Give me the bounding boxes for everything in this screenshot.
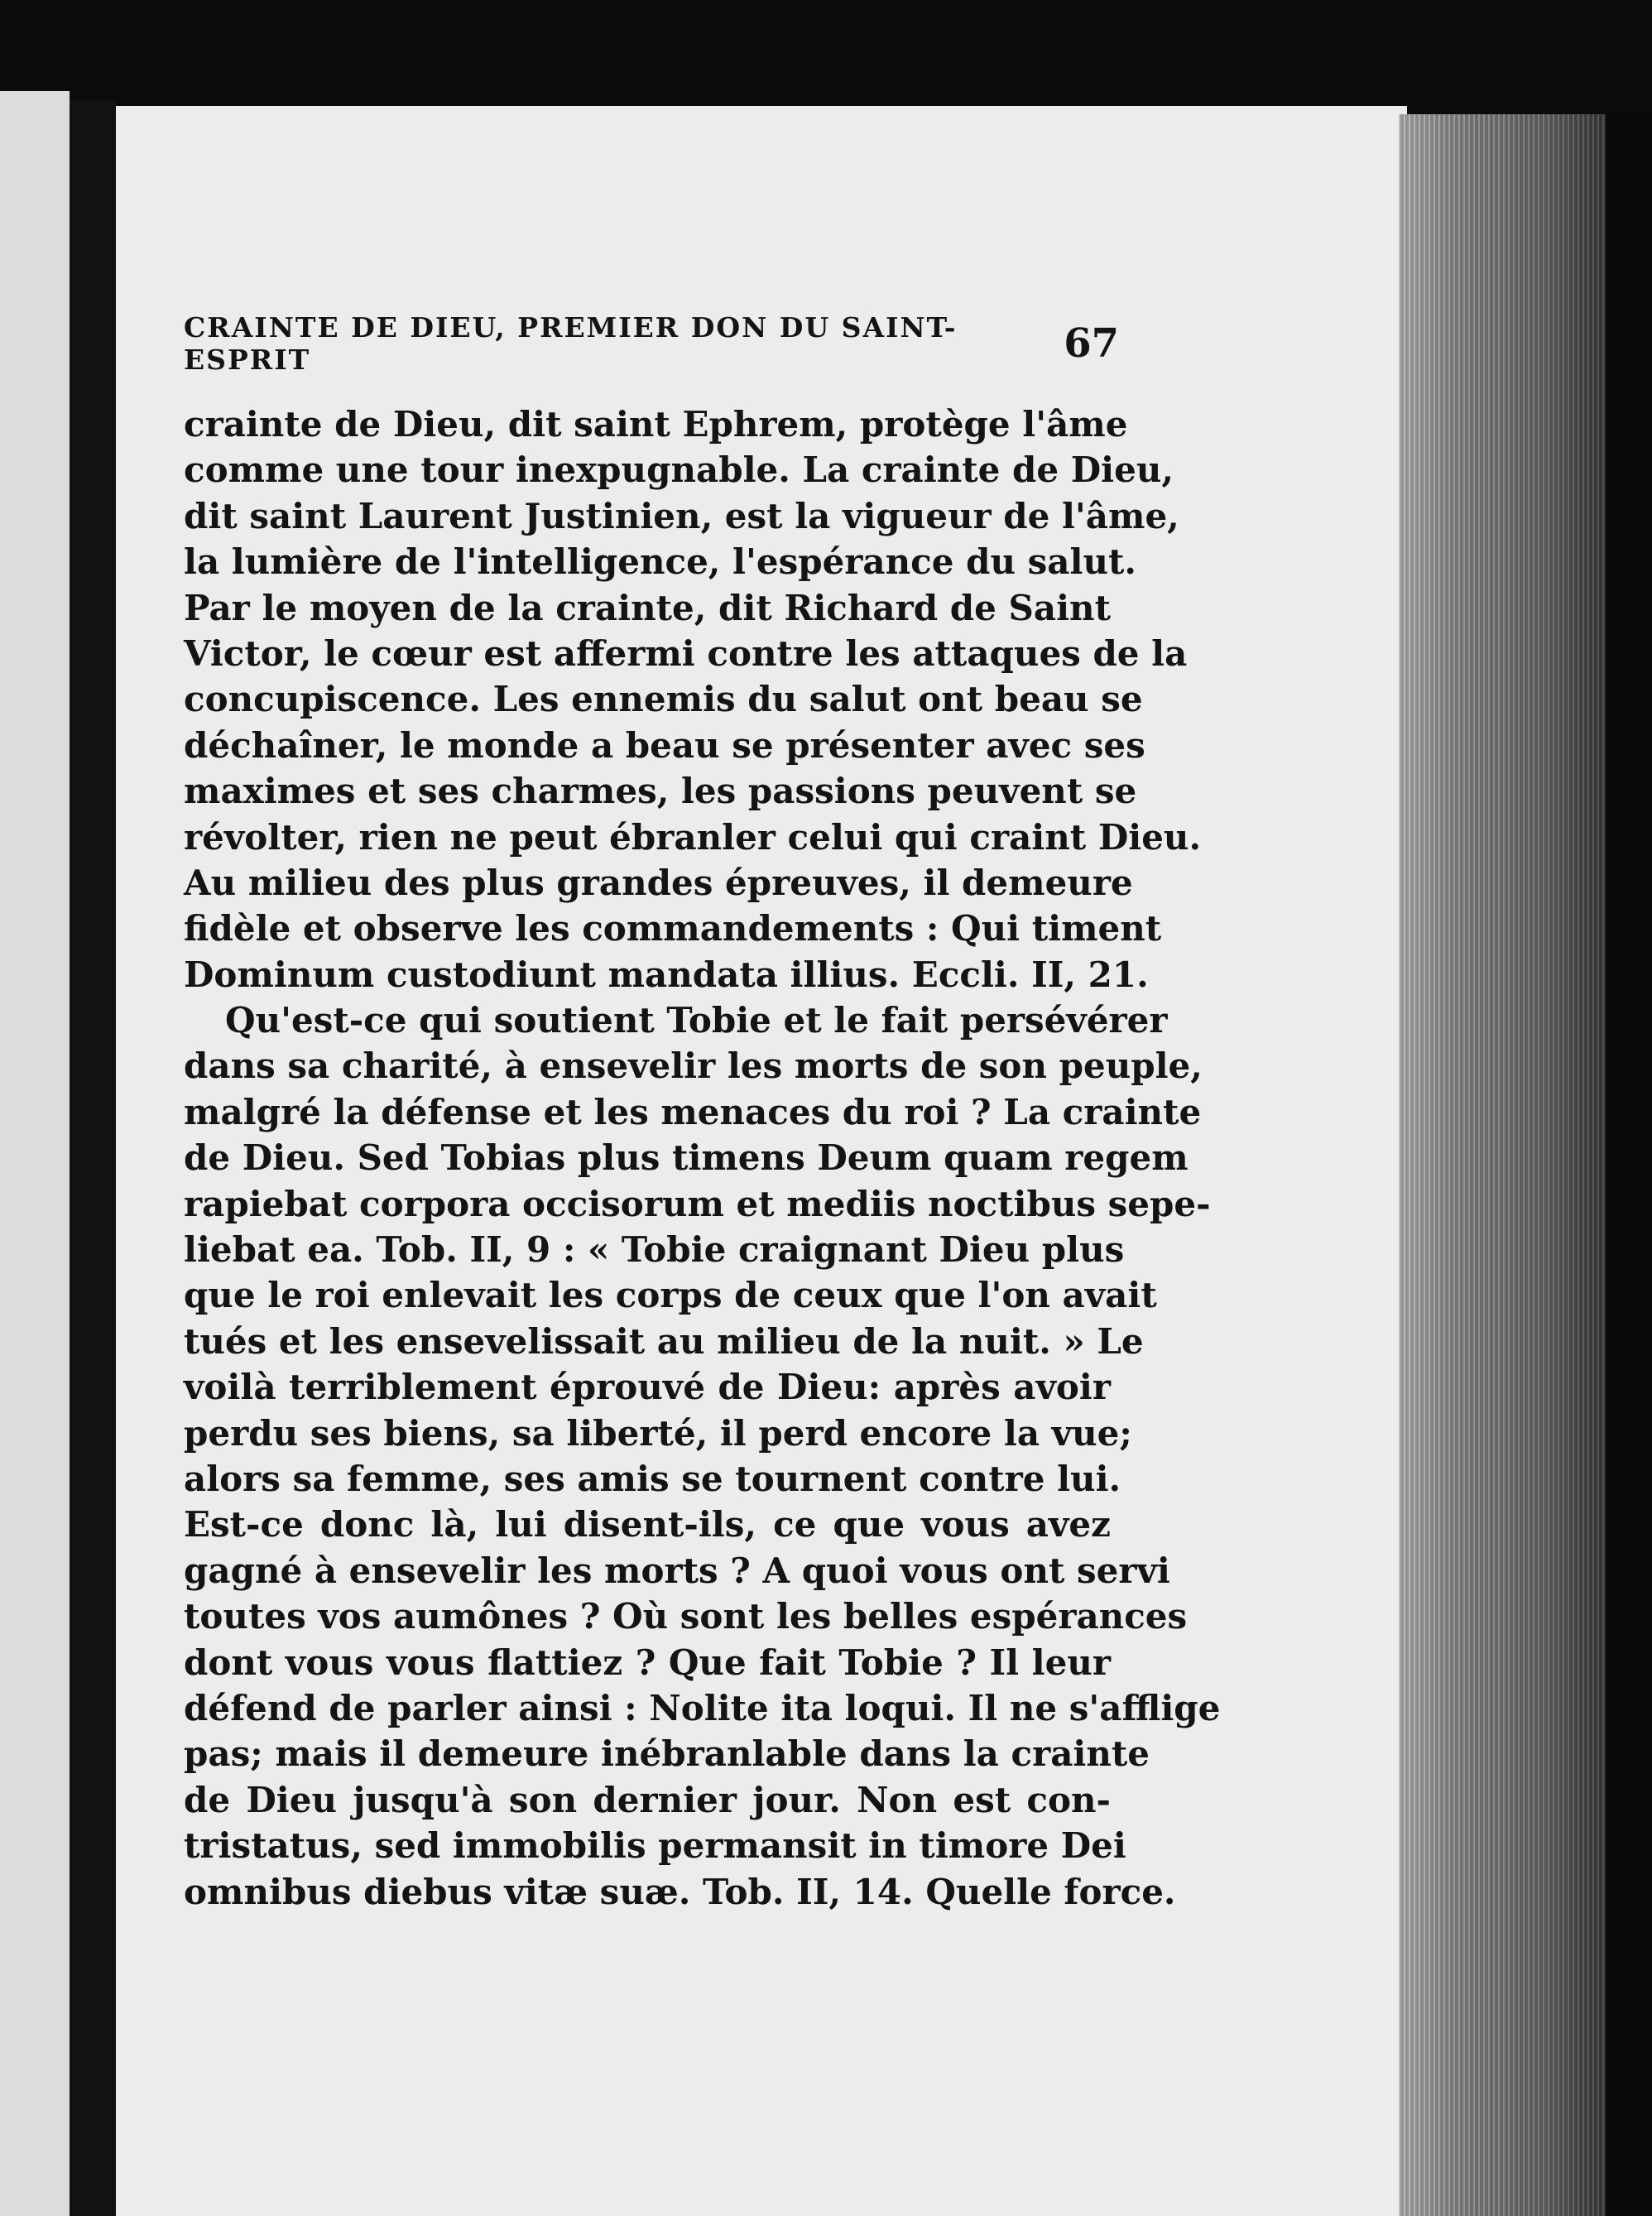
text-line: dans sa charité, à ensevelir les morts de son peuple, bbox=[184, 1046, 1203, 1087]
text-line: Au milieu des plus grandes épreuves, il demeure bbox=[184, 862, 1133, 903]
text-line: tués et les ensevelissait au milieu de la nuit. » Le bbox=[184, 1320, 1144, 1362]
text-line: défend de parler ainsi : Nolite ita loqui. Il ne s'afflige bbox=[184, 1687, 1221, 1728]
facing-page-edge bbox=[0, 91, 70, 2216]
text-line: déchaîner, le monde a beau se présenter avec ses bbox=[184, 724, 1145, 766]
page-header bbox=[184, 311, 1119, 376]
page-number: 67 bbox=[1064, 320, 1119, 367]
text-line: crainte de Dieu, dit saint Ephrem, protège l'âme bbox=[184, 404, 1128, 445]
text-line: fidèle et observe les commandements : Qui timent bbox=[184, 908, 1162, 949]
book-gutter bbox=[70, 99, 116, 2216]
text-line: omnibus diebus vitæ suæ. Tob. II, 14. Quelle force. bbox=[184, 1871, 1176, 1912]
text-line: de Dieu. Sed Tobias plus timens Deum quam regem bbox=[184, 1137, 1189, 1179]
text-line: concupiscence. Les ennemis du salut ont beau se bbox=[184, 679, 1143, 720]
text-line: dont vous vous flattiez ? Que fait Tobie ? Il leur bbox=[184, 1642, 1111, 1683]
text-line: toutes vos aumônes ? Où sont les belles espérances bbox=[184, 1596, 1188, 1637]
text-line: que le roi enlevait les corps de ceux que l'on avait bbox=[184, 1275, 1157, 1316]
text-line: pas; mais il demeure inébranlable dans la crainte bbox=[184, 1733, 1150, 1775]
running-title: CRAINTE DE DIEU, PREMIER DON DU SAINT-ESPRIT bbox=[184, 311, 958, 376]
paragraph-end-line: Dominum custodiunt mandata illius. Eccli. II, 21. bbox=[184, 954, 1149, 995]
text-line: gagné à ensevelir les morts ? A quoi vous ont servi bbox=[184, 1550, 1170, 1591]
text-line: alors sa femme, ses amis se tournent contre lui. bbox=[184, 1458, 1121, 1499]
page-fore-edge bbox=[1399, 114, 1606, 2216]
text-line: de Dieu jusqu'à son dernier jour. Non est con- bbox=[184, 1779, 1111, 1820]
text-line: Victor, le cœur est affermi contre les attaques de la bbox=[184, 632, 1188, 674]
text-line: rapiebat corpora occisorum et mediis noctibus sepe- bbox=[184, 1183, 1211, 1224]
text-line: dit saint Laurent Justinien, est la vigueur de l'âme, bbox=[184, 495, 1179, 536]
text-line: voilà terriblement éprouvé de Dieu: après avoir bbox=[184, 1367, 1111, 1408]
text-line: liebat ea. Tob. II, 9 : « Tobie craignant Dieu plus bbox=[184, 1229, 1125, 1271]
text-line: la lumière de l'intelligence, l'espérance du salut. bbox=[184, 541, 1137, 583]
text-line: maximes et ses charmes, les passions peuvent se bbox=[184, 771, 1137, 812]
text-line: comme une tour inexpugnable. La crainte de Dieu, bbox=[184, 449, 1174, 491]
text-line: malgré la défense et les menaces du roi ? La crainte bbox=[184, 1091, 1202, 1132]
edge-shadow bbox=[1606, 114, 1652, 2216]
text-line: Par le moyen de la crainte, dit Richard de Saint bbox=[184, 587, 1111, 628]
body-text bbox=[184, 401, 1221, 1915]
text-line: tristatus, sed immobilis permansit in timore Dei bbox=[184, 1825, 1126, 1867]
text-line: révolter, rien ne peut ébranler celui qui craint Dieu. bbox=[184, 816, 1202, 858]
paragraph-start-line: Qu'est-ce qui soutient Tobie et le fait persévérer bbox=[225, 1000, 1168, 1041]
text-line: perdu ses biens, sa liberté, il perd encore la vue; bbox=[184, 1412, 1132, 1454]
text-line: Est-ce donc là, lui disent-ils, ce que vous avez bbox=[184, 1504, 1111, 1545]
